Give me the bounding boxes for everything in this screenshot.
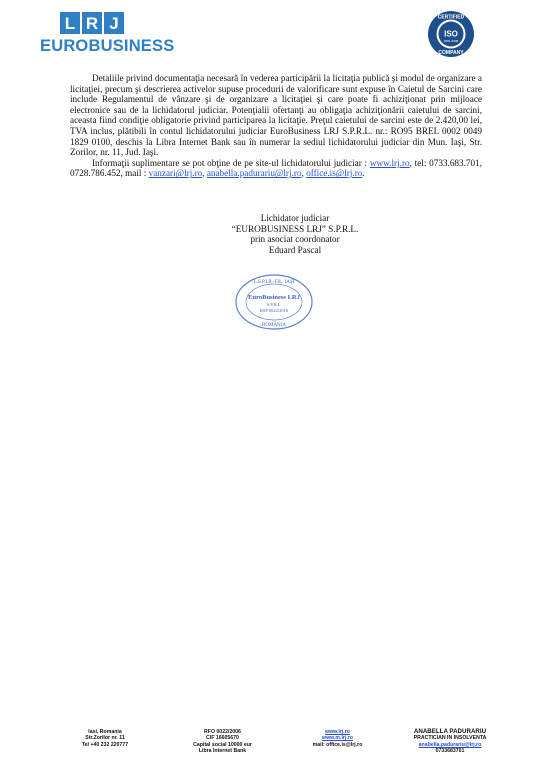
email-link-vanzari[interactable]: vanzari@lrj.ro [148,168,203,179]
footer-mail: mail: office.is@lrj.ro [312,741,363,748]
footer-practitioner-phone: 0733683701 [435,748,465,755]
signature-company: “EUROBUSINESS LRJ” S.P.R.L. [231,223,359,234]
signature-role: Lichidator judiciar [260,213,330,223]
paragraph-documentation: Detaliile privind documentaţia necesară în vederea participării la licitaţia publică şi modul de organizare a licitaţiei, precum şi descrierea activelor supuse procedurii de valorificare sunt expuse în Caietul de Sarcini care include Regulamentul de vânzare şi de organizare a licitaţiei şi care poate fi achiziţionat prin mijloace electronice sau de la lichidatorul judiciar. Potenţialii ofertanţi au obligaţia achiziţionării caietului de sarcini, aceasta fiind condiţie obligatorie privind participarea la licitaţie. Preţul caietului de sarcini este de 2.420,00 lei, TVA inclus, plătibili în contul lichidatorului judiciar EuroBusiness LRJ S.P.R.L. nr.: RO95 BREL 0002 0049 1829 0100, deschis la Libra Internet Bank sau în numerar la sediul lichidatorului judiciar din Mun. Iaşi, Str. Zorilor, nr. 11, Jud. Iaşi. [70,73,482,158]
logo-letter: L [60,12,80,34]
company-stamp [230,271,318,333]
logo-wordmark: EUROBUSINESS [40,37,175,55]
stamp-bottom-text: ROMÂNIA [262,323,286,328]
signature-block [200,213,390,255]
email-link-office[interactable]: office.is@lrj.ro [306,168,363,179]
footer-capital: Capital social 10000 eur [193,741,252,748]
footer-cif: CIF 16605670 [206,735,239,742]
announcement-body [70,73,482,179]
iso-mid-text: ISO [444,29,458,39]
separator: , [301,168,307,179]
footer-registration [180,729,265,755]
contact-text: Informaţii suplimentare se pot obţine de pe site-ul lichidatorului judiciar : [92,157,370,168]
signature-capacity: prin asociat coordonator [250,234,340,245]
email-link-anabella[interactable]: anabella.padurariu@lrj.ro [206,168,302,179]
iso-top-text: CERTIFIED [437,14,465,21]
logo-mark [60,12,180,34]
stamp-top-text: L.S.P.I.R.-FIL. IAŞI [253,280,295,285]
website-link[interactable]: www.lrj.ro [369,157,410,168]
signature-person: Eduard Pascal [268,244,322,255]
logo-letter: J [104,12,124,34]
separator: , [202,168,207,179]
footer-bank: Libra Internet Bank [198,748,247,755]
footer-practitioner-title: PRACTICIAN IN INSOLVENTA [413,735,487,742]
stamp-reg-text: RSP 0022/2016 [259,308,289,313]
stamp-center-text: EuroBusiness LRJ [248,294,300,301]
footer-mobile-link[interactable]: www.m.lrj.ro [322,735,353,742]
footer-practitioner-name: ANABELLA PADURARIU [413,728,487,735]
iso-certified-badge [427,10,475,58]
footer-practitioner [400,729,500,755]
footer-street: Str.Zorilor nr. 11 [85,735,125,742]
period: . [362,168,365,179]
iso-sub-text: 9001:2008 [443,39,459,43]
paragraph-contact [70,158,482,179]
footer-address [65,729,145,748]
footer-practitioner-email[interactable]: anabella.padurariu@lrj.ro [418,741,482,748]
footer-phone: Tel +40 232 220777 [81,741,129,748]
logo-letter: R [82,12,102,34]
footer-website-link[interactable]: www.lrj.ro [325,729,350,735]
footer-city: Iasi, Romania [88,729,122,735]
iso-bottom-text: COMPANY [438,50,464,56]
footer-web [295,729,380,748]
contact-phones: , tel: 0733.683.701, 0728.786.452, mail : [70,157,482,179]
footer-rfo: RFO 0022/2006 [204,729,241,735]
company-logo [40,12,180,62]
stamp-sub-text: S.P.R.L. [266,302,282,307]
